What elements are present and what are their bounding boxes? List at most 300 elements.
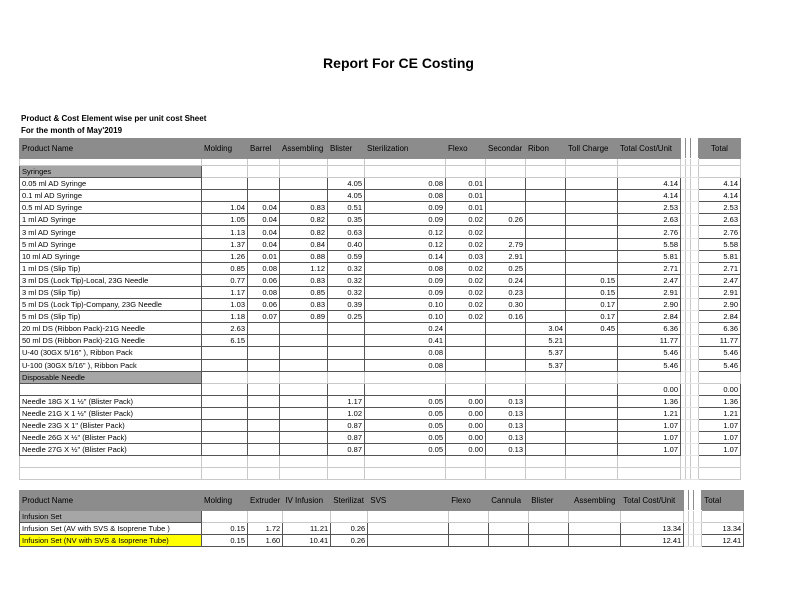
value-cell-unit: 13.34: [621, 523, 684, 535]
value-cell-blister: 0.63: [328, 226, 365, 238]
total-cell: 2.76: [699, 226, 741, 238]
empty-cell: [526, 371, 566, 383]
total-cell: 4.14: [699, 178, 741, 190]
value-cell-secondary: 0.13: [486, 444, 526, 456]
column-header: Assembling: [569, 491, 621, 511]
value-cell-unit: 2.63: [618, 214, 681, 226]
value-cell-unit: 4.14: [618, 178, 681, 190]
spacer-cell: [20, 159, 202, 166]
value-cell-assembling: 0.82: [280, 214, 328, 226]
empty-cell: [702, 511, 744, 523]
empty-cell: [486, 456, 526, 468]
value-cell-svs: [368, 535, 449, 547]
spacer-cell: [248, 159, 280, 166]
product-name-cell: 3 ml DS (Slip Tip): [20, 286, 202, 298]
value-cell-assembling: 1.12: [280, 262, 328, 274]
empty-cell: [202, 468, 248, 480]
product-name-cell: Needle 26G X ½" (Blister Pack): [20, 432, 202, 444]
spacer-cell: [280, 159, 328, 166]
column-header: Blister: [529, 491, 569, 511]
spacer-cell: [691, 139, 699, 159]
product-name-cell: 5 ml AD Syringe: [20, 238, 202, 250]
empty-cell: [699, 371, 741, 383]
column-header: Product Name: [20, 491, 202, 511]
column-header: Sterilizat: [331, 491, 368, 511]
value-cell-barrel: [248, 407, 280, 419]
spacer-cell: [691, 262, 699, 274]
value-cell-barrel: [248, 432, 280, 444]
product-name-cell: 0.5 ml AD Syringe: [20, 202, 202, 214]
value-cell-unit: 2.47: [618, 274, 681, 286]
value-cell-barrel: [248, 178, 280, 190]
value-cell-svs: [368, 523, 449, 535]
syringe-needle-cost-table: [19, 138, 741, 480]
column-header: Total Cost/Unit: [621, 491, 684, 511]
spacer-cell: [691, 311, 699, 323]
value-cell-ribon: [526, 311, 566, 323]
value-cell-barrel: 0.06: [248, 299, 280, 311]
total-cell: 1.07: [699, 419, 741, 431]
empty-cell: [526, 166, 566, 178]
product-name-cell: Needle 18G X 1 ½" (Blister Pack): [20, 395, 202, 407]
value-cell-molding: [202, 395, 248, 407]
value-cell-ribon: [526, 250, 566, 262]
value-cell-barrel: [248, 359, 280, 371]
value-cell-ribon: [526, 178, 566, 190]
value-cell-ribon: [526, 286, 566, 298]
column-header: SVS: [368, 491, 449, 511]
value-cell-unit: 2.91: [618, 286, 681, 298]
empty-cell: [365, 468, 446, 480]
value-cell-secondary: 0.25: [486, 262, 526, 274]
value-cell-sterilization: 0.10: [365, 311, 446, 323]
value-cell-secondary: 2.79: [486, 238, 526, 250]
value-cell-ribon: [526, 274, 566, 286]
empty-cell: [202, 371, 248, 383]
value-cell-barrel: 0.08: [248, 286, 280, 298]
value-cell-toll: 0.15: [566, 274, 618, 286]
value-cell-barrel: 0.08: [248, 262, 280, 274]
empty-cell: [365, 371, 446, 383]
product-name-cell: Needle 27G X ½" (Blister Pack): [20, 444, 202, 456]
value-cell-assembling: [280, 335, 328, 347]
column-header: IV Infusion: [283, 491, 331, 511]
value-cell-unit: 5.58: [618, 238, 681, 250]
total-cell: 1.07: [699, 432, 741, 444]
empty-cell: [526, 456, 566, 468]
value-cell-assembling: [280, 178, 328, 190]
value-cell-toll: 0.15: [566, 286, 618, 298]
spacer-cell: [691, 166, 699, 178]
value-cell-unit: 5.46: [618, 359, 681, 371]
empty-cell: [529, 511, 569, 523]
value-cell-secondary: [486, 335, 526, 347]
column-header: Total: [699, 139, 741, 159]
total-cell: 1.21: [699, 407, 741, 419]
product-name-cell: 1 ml DS (Slip Tip): [20, 262, 202, 274]
total-cell: 2.84: [699, 311, 741, 323]
value-cell-barrel: 0.04: [248, 214, 280, 226]
product-name-cell: 3 ml AD Syringe: [20, 226, 202, 238]
value-cell-molding: 2.63: [202, 323, 248, 335]
value-cell-unit: 1.07: [618, 419, 681, 431]
spacer-cell: [691, 347, 699, 359]
value-cell-toll: [566, 407, 618, 419]
table-row: [20, 407, 741, 419]
value-cell-steril: 0.26: [331, 523, 368, 535]
empty-cell: [248, 456, 280, 468]
empty-cell: [283, 511, 331, 523]
value-cell-secondary: 0.13: [486, 432, 526, 444]
product-name-cell: Needle 23G X 1" (Blister Pack): [20, 419, 202, 431]
value-cell-sterilization: 0.12: [365, 238, 446, 250]
value-cell-flexo: 0.00: [446, 432, 486, 444]
table-row: [20, 262, 741, 274]
section-label: Syringes: [20, 166, 202, 178]
table-row: [20, 250, 741, 262]
report-subtitle: Product & Cost Element wise per unit cost Sheet: [21, 114, 207, 123]
spacer-cell: [202, 159, 248, 166]
value-cell-sterilization: 0.12: [365, 226, 446, 238]
column-header: Ribon: [526, 139, 566, 159]
value-cell-sterilization: 0.05: [365, 407, 446, 419]
spacer-cell: [691, 214, 699, 226]
total-cell: 2.47: [699, 274, 741, 286]
spacer-cell: [328, 159, 365, 166]
empty-cell: [489, 511, 529, 523]
value-cell-blister: 0.87: [328, 444, 365, 456]
value-cell-flexo: 0.02: [446, 214, 486, 226]
value-cell-toll: [566, 335, 618, 347]
value-cell-secondary: 0.23: [486, 286, 526, 298]
value-cell-assembling: [280, 395, 328, 407]
empty-cell: [248, 371, 280, 383]
table-row: [20, 359, 741, 371]
value-cell-toll: [566, 383, 618, 395]
empty-cell: [486, 371, 526, 383]
empty-cell: [618, 456, 681, 468]
value-cell-flexo: [446, 383, 486, 395]
spacer-cell: [691, 407, 699, 419]
spacer-cell: [691, 238, 699, 250]
value-cell-secondary: [486, 226, 526, 238]
column-header: Product Name: [20, 139, 202, 159]
empty-cell: [280, 468, 328, 480]
value-cell-flexo: 0.02: [446, 262, 486, 274]
value-cell-assembling: [569, 523, 621, 535]
value-cell-assembling: 0.83: [280, 202, 328, 214]
value-cell-unit: 2.90: [618, 299, 681, 311]
value-cell-ribon: [526, 226, 566, 238]
value-cell-flexo: [449, 535, 489, 547]
empty-cell: [202, 456, 248, 468]
value-cell-toll: [566, 250, 618, 262]
value-cell-molding: 1.37: [202, 238, 248, 250]
value-cell-sterilization: 0.09: [365, 214, 446, 226]
value-cell-blister: 4.05: [328, 178, 365, 190]
value-cell-sterilization: 0.05: [365, 395, 446, 407]
value-cell-flexo: 0.01: [446, 202, 486, 214]
value-cell-sterilization: 0.08: [365, 262, 446, 274]
value-cell-molding: 1.03: [202, 299, 248, 311]
value-cell-flexo: [446, 359, 486, 371]
product-name-cell: 10 ml AD Syringe: [20, 250, 202, 262]
empty-cell: [699, 456, 741, 468]
empty-cell: [699, 468, 741, 480]
empty-cell: [691, 456, 699, 468]
value-cell-blister: [328, 383, 365, 395]
value-cell-ribon: [526, 214, 566, 226]
value-cell-unit: 0.00: [618, 383, 681, 395]
value-cell-flexo: 0.02: [446, 274, 486, 286]
value-cell-extruder: 1.60: [248, 535, 283, 547]
table-row: [20, 311, 741, 323]
value-cell-cannula: [489, 535, 529, 547]
value-cell-flexo: 0.02: [446, 286, 486, 298]
value-cell-barrel: 0.04: [248, 202, 280, 214]
table-row: [20, 535, 744, 547]
value-cell-sterilization: 0.09: [365, 202, 446, 214]
value-cell-barrel: 0.07: [248, 311, 280, 323]
empty-row: [20, 468, 741, 480]
table-row: [20, 190, 741, 202]
empty-cell: [202, 511, 248, 523]
value-cell-assembling: [569, 535, 621, 547]
value-cell-blister: [328, 359, 365, 371]
spacer-cell: [691, 190, 699, 202]
table-row: [20, 335, 741, 347]
total-cell: 5.46: [699, 347, 741, 359]
value-cell-assembling: 0.89: [280, 311, 328, 323]
table-row: [20, 432, 741, 444]
value-cell-molding: [202, 359, 248, 371]
product-name-cell: 20 ml DS (Ribbon Pack)-21G Needle: [20, 323, 202, 335]
value-cell-unit: 4.14: [618, 190, 681, 202]
empty-cell: [691, 468, 699, 480]
value-cell-sterilization: [365, 383, 446, 395]
value-cell-molding: 0.15: [202, 523, 248, 535]
empty-cell: [328, 468, 365, 480]
value-cell-assembling: [280, 444, 328, 456]
value-cell-sterilization: 0.05: [365, 419, 446, 431]
value-cell-barrel: 0.06: [248, 274, 280, 286]
value-cell-assembling: 0.83: [280, 299, 328, 311]
column-header: Toll Charge: [566, 139, 618, 159]
value-cell-secondary: [486, 190, 526, 202]
value-cell-unit: 1.21: [618, 407, 681, 419]
spacer-cell: [691, 359, 699, 371]
value-cell-toll: 0.45: [566, 323, 618, 335]
value-cell-molding: [202, 432, 248, 444]
value-cell-barrel: [248, 383, 280, 395]
total-cell: 2.53: [699, 202, 741, 214]
value-cell-barrel: [248, 444, 280, 456]
value-cell-secondary: [486, 383, 526, 395]
value-cell-blister: [529, 523, 569, 535]
table-row: [20, 444, 741, 456]
product-name-cell: U-40 (30GX 5/16" ), Ribbon Pack: [20, 347, 202, 359]
table-row: [20, 274, 741, 286]
value-cell-flexo: 0.00: [446, 395, 486, 407]
value-cell-sterilization: 0.08: [365, 190, 446, 202]
value-cell-toll: [566, 444, 618, 456]
value-cell-barrel: 0.04: [248, 226, 280, 238]
value-cell-molding: [202, 190, 248, 202]
spacer-cell: [691, 202, 699, 214]
value-cell-toll: 0.17: [566, 299, 618, 311]
value-cell-sterilization: 0.05: [365, 432, 446, 444]
column-header: Sterilization: [365, 139, 446, 159]
value-cell-sterilization: 0.05: [365, 444, 446, 456]
spacer-cell: [691, 286, 699, 298]
total-cell: 2.63: [699, 214, 741, 226]
value-cell-blister: 0.87: [328, 432, 365, 444]
value-cell-toll: [566, 190, 618, 202]
value-cell-sterilization: 0.09: [365, 274, 446, 286]
value-cell-toll: [566, 432, 618, 444]
value-cell-blister: 0.51: [328, 202, 365, 214]
value-cell-blister: [328, 347, 365, 359]
value-cell-molding: 1.13: [202, 226, 248, 238]
value-cell-molding: 1.17: [202, 286, 248, 298]
value-cell-flexo: 0.00: [446, 407, 486, 419]
spacer-cell: [691, 323, 699, 335]
value-cell-flexo: [449, 523, 489, 535]
value-cell-ribon: [526, 190, 566, 202]
value-cell-ribon: [526, 262, 566, 274]
empty-cell: [328, 166, 365, 178]
value-cell-flexo: [446, 323, 486, 335]
total-cell: 2.91: [699, 286, 741, 298]
total-cell: 1.36: [699, 395, 741, 407]
value-cell-blister: 0.32: [328, 286, 365, 298]
infusion-set-cost-table: [19, 490, 744, 547]
value-cell-ribon: 5.37: [526, 359, 566, 371]
value-cell-secondary: 0.26: [486, 214, 526, 226]
total-cell: 1.07: [699, 444, 741, 456]
value-cell-blister: 0.35: [328, 214, 365, 226]
spacer-cell: [691, 159, 699, 166]
column-header: Cannula: [489, 491, 529, 511]
spacer-cell: [526, 159, 566, 166]
value-cell-molding: [202, 444, 248, 456]
empty-cell: [566, 456, 618, 468]
spacer-cell: [691, 335, 699, 347]
value-cell-unit: 2.71: [618, 262, 681, 274]
value-cell-blister: 4.05: [328, 190, 365, 202]
value-cell-secondary: [486, 359, 526, 371]
spacer-cell: [618, 159, 681, 166]
value-cell-unit: 1.07: [618, 432, 681, 444]
table-row: [20, 238, 741, 250]
empty-cell: [526, 468, 566, 480]
total-cell: 2.90: [699, 299, 741, 311]
total-cell: 5.58: [699, 238, 741, 250]
column-header: Total Cost/Unit: [618, 139, 681, 159]
product-name-cell: 3 ml DS (Lock Tip)-Local, 23G Needle: [20, 274, 202, 286]
section-header-row: [20, 166, 741, 178]
product-name-cell: 0.05 ml AD Syringe: [20, 178, 202, 190]
value-cell-sterilization: 0.08: [365, 347, 446, 359]
spacer-cell: [694, 523, 702, 535]
value-cell-barrel: [248, 419, 280, 431]
value-cell-flexo: 0.00: [446, 419, 486, 431]
value-cell-sterilization: 0.08: [365, 178, 446, 190]
empty-cell: [280, 166, 328, 178]
value-cell-ribon: [526, 383, 566, 395]
value-cell-toll: [566, 262, 618, 274]
product-name-cell: [20, 383, 202, 395]
value-cell-secondary: 0.13: [486, 407, 526, 419]
total-cell: 2.71: [699, 262, 741, 274]
table-row: [20, 419, 741, 431]
empty-cell: [699, 166, 741, 178]
empty-cell: [280, 371, 328, 383]
spacer-cell: [691, 432, 699, 444]
value-cell-molding: 0.77: [202, 274, 248, 286]
empty-cell: [566, 371, 618, 383]
spacer-cell: [694, 511, 702, 523]
spacer-cell: [691, 419, 699, 431]
column-header: Assembling: [280, 139, 328, 159]
total-cell: 0.00: [699, 383, 741, 395]
table-header-row: [20, 139, 741, 159]
spacer-cell: [691, 178, 699, 190]
empty-cell: [449, 511, 489, 523]
value-cell-flexo: 0.02: [446, 299, 486, 311]
product-name-cell: Infusion Set (AV with SVS & Isoprene Tube ): [20, 523, 202, 535]
section-label: Disposable Needle: [20, 371, 202, 383]
value-cell-ribon: [526, 419, 566, 431]
value-cell-blister: 1.17: [328, 395, 365, 407]
total-cell: 5.46: [699, 359, 741, 371]
value-cell-unit: 1.07: [618, 444, 681, 456]
value-cell-sterilization: 0.10: [365, 299, 446, 311]
value-cell-secondary: 0.16: [486, 311, 526, 323]
spacer-row: [20, 159, 741, 166]
value-cell-molding: [202, 419, 248, 431]
table-row: [20, 202, 741, 214]
empty-cell: [618, 468, 681, 480]
product-name-cell: Infusion Set (NV with SVS & Isoprene Tube): [20, 535, 202, 547]
empty-cell: [446, 468, 486, 480]
value-cell-secondary: 0.24: [486, 274, 526, 286]
product-name-cell: 5 ml DS (Lock Tip)-Company, 23G Needle: [20, 299, 202, 311]
column-header: Molding: [202, 139, 248, 159]
empty-cell: [248, 511, 283, 523]
value-cell-flexo: 0.01: [446, 190, 486, 202]
value-cell-flexo: 0.02: [446, 311, 486, 323]
value-cell-unit: 6.36: [618, 323, 681, 335]
empty-cell: [20, 468, 202, 480]
value-cell-assembling: [280, 359, 328, 371]
value-cell-barrel: [248, 335, 280, 347]
value-cell-flexo: 0.02: [446, 226, 486, 238]
value-cell-blister: 0.87: [328, 419, 365, 431]
value-cell-blister: 0.32: [328, 274, 365, 286]
value-cell-blister: 0.32: [328, 262, 365, 274]
value-cell-flexo: 0.00: [446, 444, 486, 456]
value-cell-blister: [529, 535, 569, 547]
product-name-cell: 5 ml DS (Slip Tip): [20, 311, 202, 323]
spacer-cell: [691, 371, 699, 383]
spacer-cell: [691, 226, 699, 238]
column-header: Blister: [328, 139, 365, 159]
value-cell-extruder: 1.72: [248, 523, 283, 535]
value-cell-secondary: 0.13: [486, 419, 526, 431]
value-cell-toll: [566, 238, 618, 250]
section-header-row: [20, 371, 741, 383]
